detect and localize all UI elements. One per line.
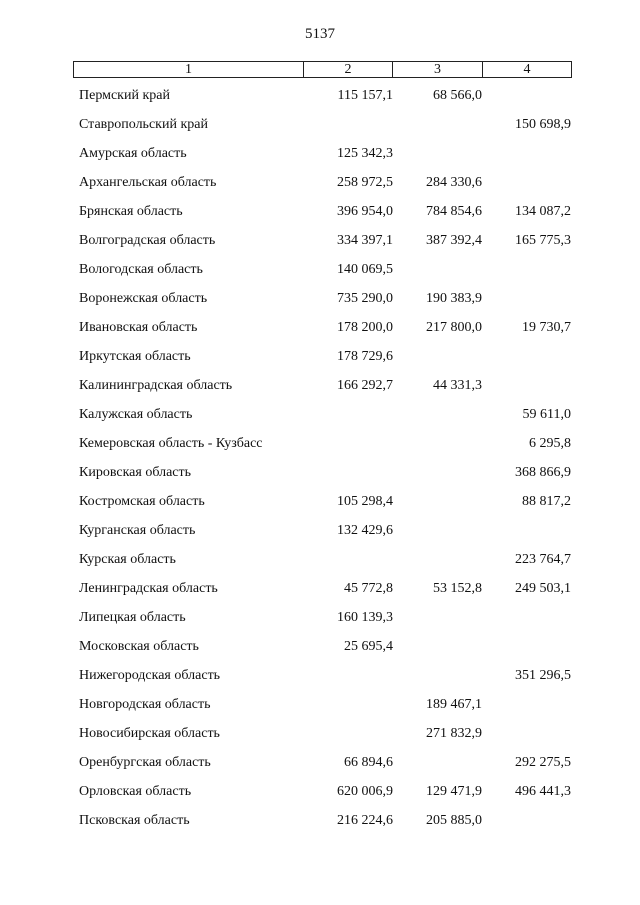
table-body: [73, 84, 571, 838]
value-col-3: 217 800,0: [426, 320, 482, 335]
region-name: Новосибирская область: [79, 726, 220, 741]
region-name: Волгоградская область: [79, 233, 216, 248]
value-col-4: 496 441,3: [515, 784, 571, 799]
region-name: Нижегородская область: [79, 668, 221, 683]
region-name: Калужская область: [79, 407, 193, 422]
column-header-2: 2: [304, 62, 393, 78]
region-name: Псковская область: [79, 813, 190, 828]
value-col-2: 216 224,6: [337, 813, 393, 828]
table-header-row: [74, 62, 572, 78]
table-row: [73, 519, 571, 548]
value-col-3: 189 467,1: [426, 697, 482, 712]
value-col-2: 140 069,5: [337, 262, 393, 277]
table-row: [73, 84, 571, 113]
table-row: [73, 200, 571, 229]
table-row: [73, 316, 571, 345]
value-col-4: 165 775,3: [515, 233, 571, 248]
column-header-4: 4: [483, 62, 572, 78]
region-name: Кемеровская область - Кузбасс: [79, 436, 263, 451]
value-col-2: 115 157,1: [337, 88, 393, 103]
region-name: Пермский край: [79, 88, 170, 103]
region-name: Иркутская область: [79, 349, 191, 364]
value-col-4: 6 295,8: [529, 436, 571, 451]
table-row: [73, 113, 571, 142]
region-name: Курганская область: [79, 523, 196, 538]
value-col-3: 387 392,4: [426, 233, 482, 248]
table-row: [73, 693, 571, 722]
region-name: Липецкая область: [79, 610, 186, 625]
value-col-3: 53 152,8: [433, 581, 482, 596]
value-col-4: 351 296,5: [515, 668, 571, 683]
value-col-4: 134 087,2: [515, 204, 571, 219]
table-row: [73, 171, 571, 200]
value-col-3: 284 330,6: [426, 175, 482, 190]
table-row: [73, 635, 571, 664]
table-row: [73, 461, 571, 490]
value-col-2: 334 397,1: [337, 233, 393, 248]
value-col-4: 88 817,2: [522, 494, 571, 509]
region-name: Кировская область: [79, 465, 192, 480]
table-header: [73, 61, 572, 78]
value-col-4: 292 275,5: [515, 755, 571, 770]
table-row: [73, 664, 571, 693]
region-name: Новгородская область: [79, 697, 211, 712]
table-row: [73, 577, 571, 606]
table-row: [73, 142, 571, 171]
value-col-2: 735 290,0: [337, 291, 393, 306]
table-row: [73, 229, 571, 258]
value-col-4: 150 698,9: [515, 117, 571, 132]
column-header-1: 1: [74, 62, 304, 78]
value-col-2: 166 292,7: [337, 378, 393, 393]
table-row: [73, 548, 571, 577]
value-col-4: 368 866,9: [515, 465, 571, 480]
table-row: [73, 780, 571, 809]
region-name: Курская область: [79, 552, 176, 567]
page-number: 5137: [305, 26, 335, 42]
table-row: [73, 345, 571, 374]
region-name: Вологодская область: [79, 262, 203, 277]
table-row: [73, 403, 571, 432]
region-name: Ивановская область: [79, 320, 198, 335]
value-col-2: 178 200,0: [337, 320, 393, 335]
value-col-3: 129 471,9: [426, 784, 482, 799]
table-row: [73, 374, 571, 403]
table-row: [73, 432, 571, 461]
table-row: [73, 606, 571, 635]
value-col-2: 178 729,6: [337, 349, 393, 364]
region-name: Архангельская область: [79, 175, 217, 190]
value-col-2: 45 772,8: [344, 581, 393, 596]
region-name: Ленинградская область: [79, 581, 218, 596]
value-col-2: 258 972,5: [337, 175, 393, 190]
value-col-4: 19 730,7: [522, 320, 571, 335]
region-name: Костромская область: [79, 494, 205, 509]
value-col-3: 190 383,9: [426, 291, 482, 306]
region-name: Воронежская область: [79, 291, 208, 306]
value-col-4: 59 611,0: [522, 407, 571, 422]
value-col-3: 44 331,3: [433, 378, 482, 393]
table-row: [73, 809, 571, 838]
region-name: Ставропольский край: [79, 117, 208, 132]
value-col-2: 160 139,3: [337, 610, 393, 625]
value-col-4: 223 764,7: [515, 552, 571, 567]
value-col-3: 784 854,6: [426, 204, 482, 219]
value-col-2: 620 006,9: [337, 784, 393, 799]
value-col-2: 66 894,6: [344, 755, 393, 770]
value-col-2: 132 429,6: [337, 523, 393, 538]
table-row: [73, 287, 571, 316]
region-name: Калининградская область: [79, 378, 233, 393]
region-name: Амурская область: [79, 146, 187, 161]
value-col-4: 249 503,1: [515, 581, 571, 596]
table-row: [73, 751, 571, 780]
region-name: Брянская область: [79, 204, 183, 219]
value-col-2: 25 695,4: [344, 639, 393, 654]
value-col-3: 205 885,0: [426, 813, 482, 828]
region-name: Московская область: [79, 639, 199, 654]
value-col-2: 396 954,0: [337, 204, 393, 219]
value-col-3: 68 566,0: [433, 88, 482, 103]
table-row: [73, 258, 571, 287]
region-name: Оренбургская область: [79, 755, 211, 770]
region-name: Орловская область: [79, 784, 192, 799]
value-col-3: 271 832,9: [426, 726, 482, 741]
value-col-2: 105 298,4: [337, 494, 393, 509]
table-row: [73, 490, 571, 519]
column-header-3: 3: [393, 62, 483, 78]
value-col-2: 125 342,3: [337, 146, 393, 161]
table-row: [73, 722, 571, 751]
